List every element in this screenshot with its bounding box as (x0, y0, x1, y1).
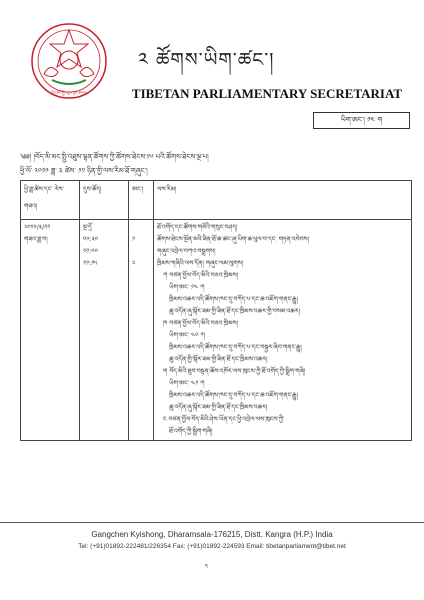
header-time: དུས་ཚོད། (80, 181, 129, 220)
agenda-line: ཆུ་འདོན་གྱི་སྐོར་ཟམ་གྱི་ཟིན་ཐོ་དང་ཁྲིམས་འཆར། (169, 356, 268, 363)
agenda-line: ང བཙན་བྱོལ་བོད་མིའི་ཤེས་ཡོན་དང་ཕྱི་འབྲེལ་ལས་ཁུངས་ཀྱི་ (163, 416, 285, 423)
header-agenda: ལས་རིམ། (154, 181, 412, 220)
agenda-line: ཁྲིམས་འཆར་འདི་ཚོགས་ཁང་དུ་བཀོད་པ་དང་ཆ་འཇོག་གནང་རྒྱུ། (169, 296, 298, 303)
time-slot: ༡༡:༡༥ (83, 260, 97, 267)
header-number: ཨང་། (129, 181, 154, 220)
agenda-line: ཆུ་འདོན་ཞུ་སྐོར་ཟམ་གྱི་ཟིན་ཐོ་དང་ཁྲིམས་འཆར་གྱི་བསམ་འཆར། (169, 308, 301, 315)
schedule-table (20, 180, 412, 441)
agenda-line: ཡིག་ཨང་ ༡༤ ཀ (169, 284, 205, 291)
document-heading-1: ༄༅། །བོད་མི་མང་སྤྱི་འཐུས་ལྷན་ཚོགས་ཀྱི་ཚོགས་ཐེངས་༡༦ པའི་ཚོགས་ཐེངས་ལྔ་པ། (20, 153, 209, 161)
number-cell (129, 220, 154, 441)
header-date: ཕྱི་ཟླ་ཚེས་དང་ རེས་གཟའ། (21, 181, 80, 220)
agenda-line: ཁ བཙན་བྱོལ་བོད་མིའི་བཅའ་ཁྲིམས། (163, 320, 238, 327)
agenda-cell (154, 220, 412, 441)
tibetan-title: ༢ ཚོགས་ཡིག་ཚང་། (138, 49, 275, 71)
footer-contact: Tel: (+91)01892-222481/226354 Fax: (+91)01892-224593 Email: tibetanparliament@tibet.net (78, 543, 346, 550)
agenda-line: ཚོགས་ཐེངས་སྔོན་མའི་ཟིན་ཐོ་ཆ་ཚང་ཞུ་ཡིག་ཆ་ཕུལ་བ་དང་ གཏན་འབེབས། (157, 236, 310, 243)
weekday-value: གཟའ་ཟླ་བ། (24, 236, 48, 243)
agenda-line: ཁྲིམས་འཆར་འདི་ཚོགས་ཁང་དུ་བཀོད་པ་དང་བསྐྱར་ཞིབ་གནང་རྒྱུ། (169, 344, 302, 351)
table-header-row (21, 181, 412, 220)
document-heading-2: ཕྱི་ལོ་ ༢༠༡༩ ཟླ་ ༣ ཚེས་ ༡༡ ཉིན་གྱི་ལས་རིམ་ཐོ་གཞུང་། (20, 167, 148, 175)
table-row (21, 220, 412, 441)
agenda-line: ག བོད་མིའི་ཐུབ་བསྟན་ཆོས་འཁོར་ལས་ཁུངས་ཀྱི་ཐོ་འགོད་ཀྱི་སྒྲིག་གཞི། (163, 368, 306, 375)
reference-number: ཡིག་ཨང་། ༡༤ ག (313, 112, 410, 129)
time-slot: ༠༩:༣༠ (83, 236, 99, 243)
agenda-line: ཆུ་འདོན་ཞུ་སྐོར་ཟམ་གྱི་ཟིན་ཐོ་དང་ཁྲིམས་འཆར། (169, 404, 268, 411)
footer-address: Gangchen Kyishong, Dharamsala-176215, Distt. Kangra (H.P.) India (91, 530, 333, 539)
footer-divider (0, 522, 424, 523)
agenda-line: ཀ བཙན་བྱོལ་བོད་མིའི་བཅའ་ཁྲིམས། (163, 272, 238, 279)
date-value: ༢༠༡༩/༣/༡༡ (24, 224, 51, 231)
english-title: TIBETAN PARLIAMENTARY SECRETARIAT (131, 86, 403, 101)
agenda-line: ཁྲིམས་འཆར་འདི་ཚོགས་ཁང་དུ་བཀོད་པ་དང་ཆ་འཇོག་གནང་རྒྱུ། (169, 392, 298, 399)
agenda-line: གཞུང་འབྲེལ་བཀའ་བསྒྲགས། (157, 248, 216, 255)
agenda-line: ཡིག་ཨང་ ༤༡ ཀ (169, 380, 205, 387)
agenda-line: ཐོ་འགོད་ཀྱི་སྒྲིག་གཞི། (169, 428, 213, 435)
time-slot: ༡༡:༠༠ (83, 248, 98, 255)
agenda-line: ཡིག་ཨང་ ༤༠ ཀ (169, 332, 205, 339)
page-number: ༥ (205, 563, 208, 570)
date-cell (21, 220, 80, 441)
item-number: ༡ (132, 236, 135, 243)
time-period: སྔ་དྲོ (83, 224, 92, 231)
agenda-line: ཐོ་འགོད་དང་ཚོགས་གཙོའི་གསུང་བཤད། (157, 224, 238, 231)
seal-icon (30, 22, 108, 100)
item-number: ༢ (132, 260, 136, 267)
parliament-logo (30, 22, 108, 100)
time-cell (80, 220, 129, 441)
logo-caption: བོད་མིའི་སྤྱི་འཐུས་ལྷན་ཚོགས། (51, 91, 87, 95)
agenda-line: ཁྲིམས་གཞིའི་ལས་དོན། གཞུང་ལམ་ལུགས། (157, 260, 244, 267)
